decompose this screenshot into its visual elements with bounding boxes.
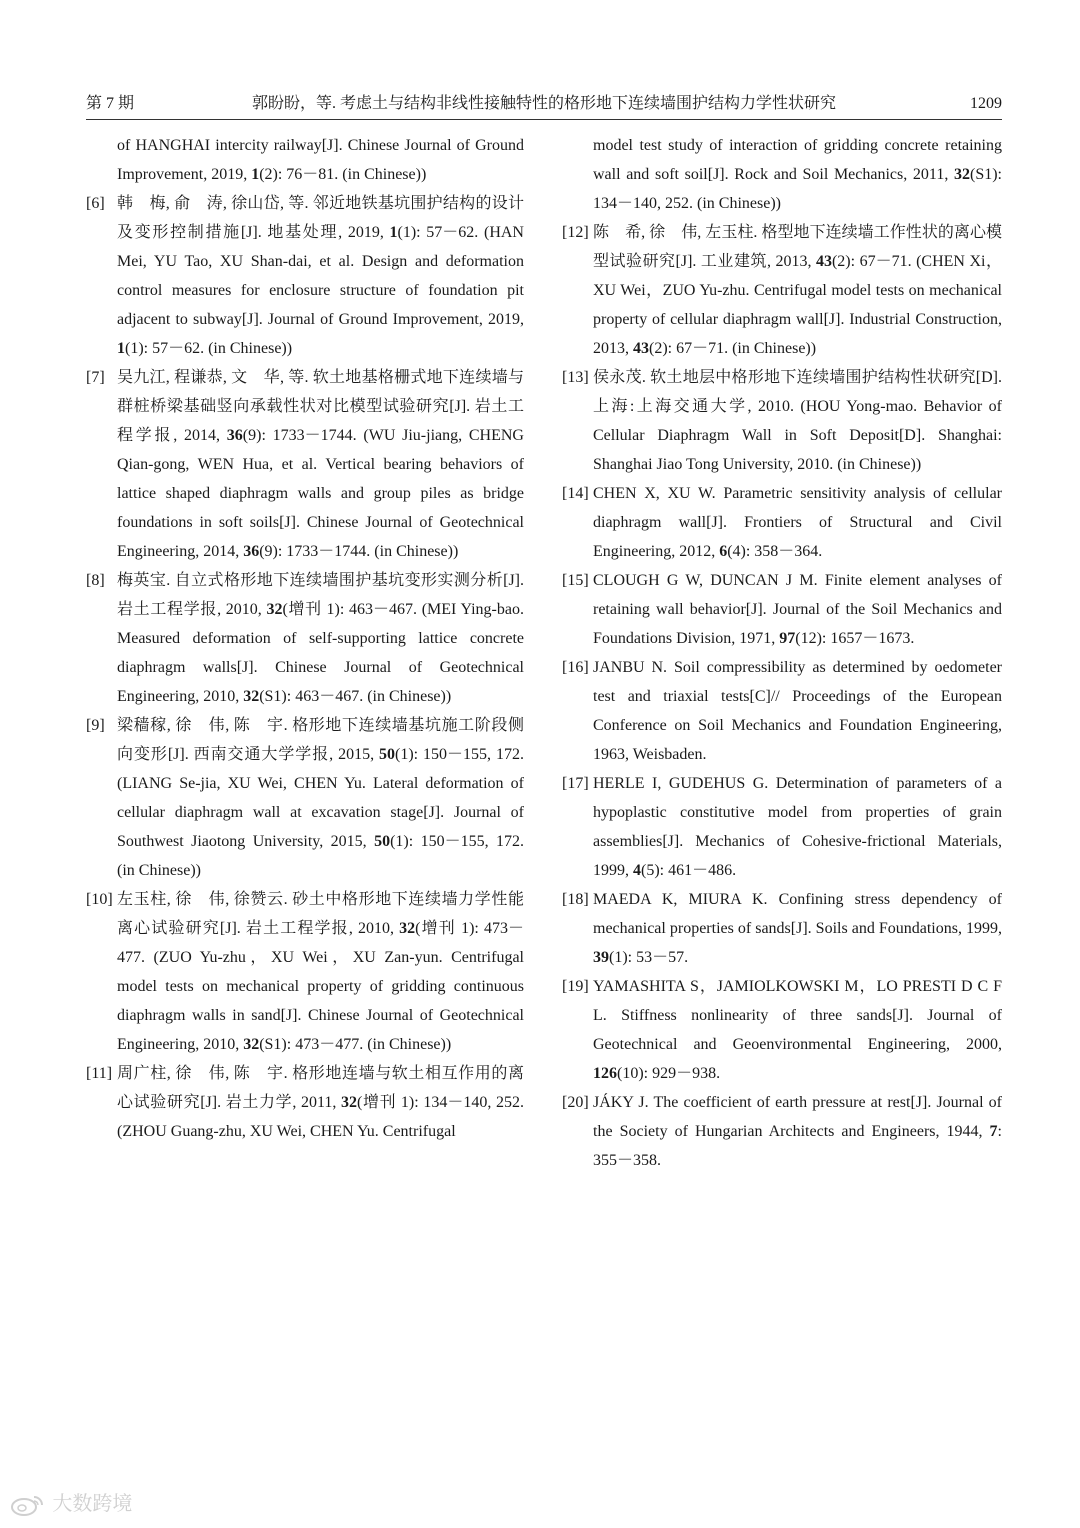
reference-number: [19]: [562, 978, 589, 995]
volume-number: 32: [399, 920, 416, 937]
reference-text: (2): 67－71. (CHEN Xi，XU Wei，ZUO Yu-zhu. Centrifugal model tests on mechanical property of cellular diaphragm wall[J]. Industrial Construction, 2013,: [593, 253, 1002, 357]
reference-text: CLOUGH G W, DUNCAN J M. Finite element analyses of retaining wall behavior[J]. Journal of the Soil Mechanics and Foundations Division, 1971,: [593, 572, 1002, 647]
reference-number: [13]: [562, 369, 589, 386]
volume-number: 36: [243, 543, 260, 560]
reference-text: HERLE I, GUDEHUS G. Determination of parameters of a hypoplastic constitutive model from properties of grain assemblies[J]. Mechanics of Cohesive-frictional Materials, 1999,: [593, 775, 1002, 879]
reference-text: JANBU N. Soil compressibility as determined by oedometer test and triaxial tests[C]// Proceedings of the European Conference on Soil Mechanics and Foundation Engineering, 1963, Weisbaden.: [593, 659, 1002, 763]
reference-text: JÁKY J. The coefficient of earth pressure at rest[J]. Journal of the Society of Hungarian Architects and Engineers, 1944,: [593, 1094, 1002, 1140]
volume-number: 32: [243, 688, 260, 705]
reference-text: (S1): 134－140, 252. (in Chinese)): [593, 166, 1002, 212]
reference-text: (9): 1733－1744. (in Chinese)): [259, 543, 459, 560]
reference-number: [20]: [562, 1094, 589, 1111]
reference-entry: [562, 363, 1002, 479]
watermark-text: 大数跨境: [52, 1491, 133, 1515]
reference-entry: [86, 363, 524, 566]
issue-number: 第 7 期: [86, 95, 135, 112]
reference-entry: [86, 1059, 524, 1146]
reference-number: [16]: [562, 659, 589, 676]
reference-entry: [562, 1088, 1002, 1175]
reference-text: 梅英宝. 自立式格形地下连续墙围护基坑变形实测分析[J]. 岩土工程学报, 2010,: [117, 572, 524, 618]
reference-number: [9]: [86, 717, 105, 734]
running-title: 郭盼盼，等. 考虑土与结构非线性接触特性的格形地下连续墙围护结构力学性状研究: [251, 95, 836, 112]
reference-entry: [562, 131, 1002, 218]
volume-number: 50: [379, 746, 396, 763]
reference-text: (4): 358－364.: [727, 543, 823, 560]
reference-text: (1): 57－62. (HAN Mei, YU Tao, XU Shan-dai, et al. Design and deformation control measures for enclosure structure of foundation pit adjacent to subway[J]. Journal of Ground Improvement, 2019,: [117, 224, 524, 328]
reference-entry: [86, 566, 524, 711]
reference-text: (10): 929－938.: [617, 1065, 721, 1082]
volume-number: 1: [117, 340, 125, 357]
volume-number: 39: [593, 949, 609, 966]
reference-text: (S1): 463－467. (in Chinese)): [259, 688, 452, 705]
reference-number: [18]: [562, 891, 589, 908]
volume-number: 50: [374, 833, 391, 850]
reference-text: (1): 57－62. (in Chinese)): [125, 340, 293, 357]
volume-number: 43: [633, 340, 649, 357]
volume-number: 32: [954, 166, 970, 183]
weibo-logo-icon: [10, 1494, 46, 1516]
references-left-column: [86, 131, 524, 1146]
volume-number: 36: [226, 427, 243, 444]
reference-entry: [86, 711, 524, 885]
reference-entry: [562, 653, 1002, 769]
reference-text: 韩 梅, 俞 涛, 徐山岱, 等. 邻近地铁基坑围护结构的设计及变形控制措施[J]. 地基处理, 2019,: [117, 195, 524, 241]
page-number: 1209: [970, 95, 1002, 112]
reference-text: MAEDA K, MIURA K. Confining stress dependency of mechanical properties of sands[J]. Soils and Foundations, 1999,: [593, 891, 1002, 937]
volume-number: 1: [251, 166, 260, 183]
reference-text: (2): 76－81. (in Chinese)): [259, 166, 427, 183]
reference-text: 梁穑稼, 徐 伟, 陈 宇. 格形地下连续墙基坑施工阶段侧向变形[J]. 西南交通大学学报, 2015,: [117, 717, 524, 763]
reference-text: (S1): 473－477. (in Chinese)): [259, 1036, 452, 1053]
volume-number: 43: [815, 253, 832, 270]
reference-entry: [562, 218, 1002, 363]
volume-number: 32: [266, 601, 283, 618]
reference-number: [14]: [562, 485, 589, 502]
reference-text: 周广柱, 徐 伟, 陈 宇. 格形地连墙与软土相互作用的离心试验研究[J]. 岩土力学, 2011,: [117, 1065, 524, 1111]
reference-text: : 355－358.: [593, 1123, 1002, 1169]
reference-text: 左玉柱, 徐 伟, 徐赞云. 砂土中格形地下连续墙力学性能离心试验研究[J]. 岩土工程学报, 2010,: [117, 891, 524, 937]
reference-text: (2): 67－71. (in Chinese)): [649, 340, 817, 357]
reference-entry: [562, 972, 1002, 1088]
reference-text: YAMASHITA S，JAMIOLKOWSKI M，LO PRESTI D C F L. Stiffness nonlinearity of three sands[J]. Journal of Geotechnical and Geoenvironmental Engineering, 2000,: [593, 978, 1002, 1053]
reference-entry: [562, 885, 1002, 972]
reference-number: [17]: [562, 775, 589, 792]
reference-number: [12]: [562, 224, 589, 241]
reference-number: [15]: [562, 572, 589, 589]
reference-text: (1): 53－57.: [609, 949, 689, 966]
watermark: [10, 1488, 132, 1518]
volume-number: 7: [989, 1123, 998, 1140]
reference-number: [6]: [86, 195, 105, 212]
reference-text: (9): 1733－1744. (WU Jiu-jiang, CHENG Qian-gong, WEN Hua, et al. Vertical bearing behaviors of lattice shaped diaphragm walls and group piles as bridge foundations in soft soils[J]. Chinese Journal of Geotechnical Engineering, 2014,: [117, 427, 524, 560]
volume-number: 97: [779, 630, 796, 647]
reference-text: (12): 1657－1673.: [795, 630, 915, 647]
reference-number: [11]: [86, 1065, 113, 1082]
reference-text: (1): 150－155, 172. (in Chinese)): [117, 833, 524, 879]
reference-entry: [86, 885, 524, 1059]
reference-entry: [562, 769, 1002, 885]
volume-number: 4: [633, 862, 641, 879]
reference-text: CHEN X, XU W. Parametric sensitivity analysis of cellular diaphragm wall[J]. Frontiers of Structural and Civil Engineering, 2012,: [593, 485, 1002, 560]
reference-text: (1): 150－155, 172. (LIANG Se-jia, XU Wei, CHEN Yu. Lateral deformation of cellular diaphragm wall at excavation stage[J]. Journal of Southwest Jiaotong University, 2015,: [117, 746, 524, 850]
reference-text: model test study of interaction of gridding concrete retaining wall and soft soil[J]. Rock and Soil Mechanics, 2011,: [593, 137, 1002, 183]
reference-text: 陈 希, 徐 伟, 左玉柱. 格型地下连续墙工作性状的离心模型试验研究[J]. 工业建筑, 2013,: [593, 224, 1002, 270]
reference-number: [10]: [86, 891, 113, 908]
header-rule: [86, 119, 1002, 120]
volume-number: 1: [389, 224, 398, 241]
volume-number: 32: [243, 1036, 260, 1053]
volume-number: 32: [341, 1094, 358, 1111]
reference-text: 侯永茂. 软土地层中格形地下连续墙围护结构性状研究[D]. 上海:上海交通大学, 2010. (HOU Yong-mao. Behavior of Cellular Diaphragm Wall in Soft Deposit[D]. Shanghai: Shanghai Jiao Tong University, 2010. (in Chinese)): [593, 369, 1002, 473]
references-right-column: [562, 131, 1002, 1175]
reference-text: of HANGHAI intercity railway[J]. Chinese Journal of Ground Improvement, 2019,: [117, 137, 524, 183]
reference-entry: [562, 479, 1002, 566]
reference-number: [7]: [86, 369, 105, 386]
reference-number: [8]: [86, 572, 105, 589]
reference-text: 吴九江, 程谦恭, 文 华, 等. 软土地基格栅式地下连续墙与群桩桥梁基础竖向承载性状对比模型试验研究[J]. 岩土工程学报, 2014,: [117, 369, 524, 444]
reference-entry: [86, 131, 524, 189]
reference-entry: [86, 189, 524, 363]
reference-text: (增刊 1): 463－467. (MEI Ying-bao. Measured deformation of self-supporting lattice concrete diaphragm walls[J]. Chinese Journal of Geotechnical Engineering, 2010,: [117, 601, 524, 705]
reference-text: (5): 461－486.: [641, 862, 737, 879]
reference-text: (增刊 1): 473－477. (ZUO Yu-zhu，XU Wei，XU Zan-yun. Centrifugal model tests on mechanical property of gridding continuous diaphragm walls in sand[J]. Chinese Journal of Geotechnical Engineering, 2010,: [117, 920, 524, 1053]
volume-number: 126: [593, 1065, 617, 1082]
reference-text: (增刊 1): 134－140, 252. (ZHOU Guang-zhu, XU Wei, CHEN Yu. Centrifugal: [117, 1094, 524, 1140]
reference-entry: [562, 566, 1002, 653]
page-header: [86, 92, 1002, 116]
volume-number: 6: [719, 543, 728, 560]
